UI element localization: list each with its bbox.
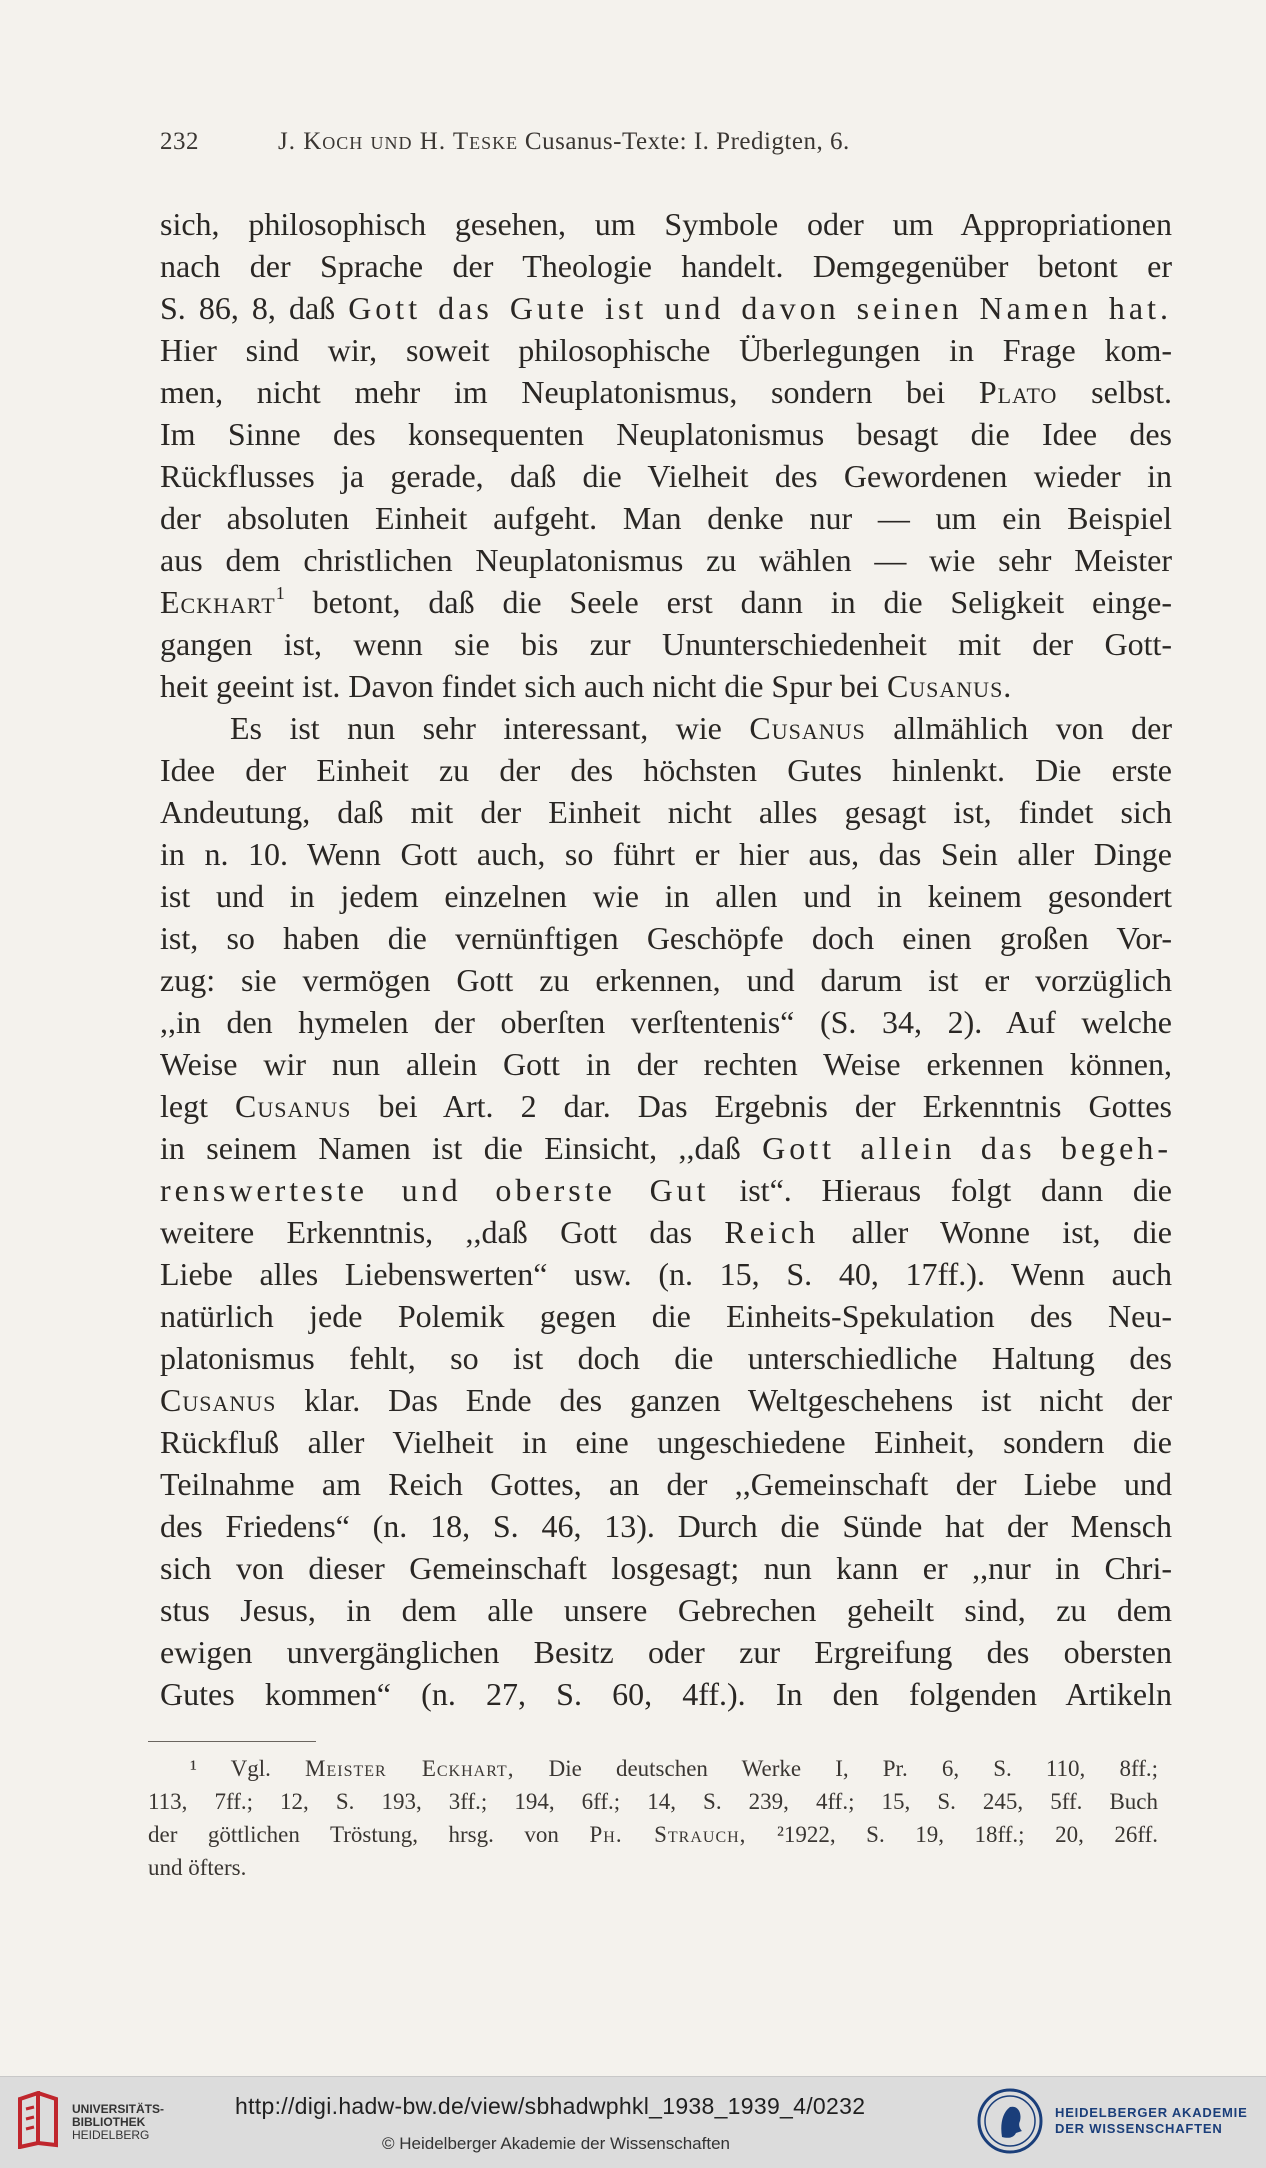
- text-line: ist und in jedem einzelnen wie in allen und in keinem gesondert: [160, 878, 1172, 914]
- text-line: Idee der Einheit zu der des höchsten Gutes hinlenkt. Die erste: [160, 752, 1172, 788]
- text-line: Andeutung, daß mit der Einheit nicht alles gesagt ist, findet sich: [160, 794, 1172, 830]
- academy-name-line: HEIDELBERGER AKADEMIE: [1055, 2105, 1248, 2120]
- text-span: betont, daß die Seele erst dann in die Seligkeit einge-: [312, 584, 1173, 620]
- text-span: S. 86, 8, daß: [160, 290, 336, 326]
- library-name: [72, 2103, 164, 2142]
- library-name-line: UNIVERSITÄTS-: [72, 2102, 165, 2116]
- text-line: [160, 1169, 1172, 1211]
- name-strauch: Ph. Strauch,: [589, 1822, 747, 1847]
- text-span: heit geeint ist. Davon findet sich auch nicht die Spur bei: [160, 668, 879, 704]
- emphasis-text: renswerteste und oberste Gut: [160, 1172, 710, 1208]
- text-line: stus Jesus, in dem alle unsere Gebrechen geheilt sind, zu dem: [160, 1592, 1172, 1628]
- text-span: in seinem Namen ist die Einsicht, ,,daß: [160, 1130, 741, 1166]
- footnote-line: [148, 1818, 1158, 1851]
- text-line: [160, 707, 1172, 749]
- running-head: [160, 128, 1040, 156]
- text-line: des Friedens“ (n. 18, S. 46, 13). Durch die Sünde hat der Mensch: [160, 1508, 1172, 1544]
- academy-name-line: DER WISSENSCHAFTEN: [1055, 2121, 1223, 2136]
- emphasis-text: Gott allein das begeh-: [762, 1130, 1173, 1166]
- name-cusanus: Cusanus: [749, 710, 866, 746]
- text-line: ewigen unvergänglichen Besitz oder zur Ergreifung des obersten: [160, 1634, 1172, 1670]
- header-title: Cusanus-Texte: I. Predigten, 6.: [524, 128, 850, 155]
- text-line: Rückflusses ja gerade, daß die Vielheit des Gewordenen wieder in: [160, 458, 1172, 494]
- footnotes: [148, 1752, 1158, 1884]
- text-line: nach der Sprache der Theologie handelt. Demgegenüber betont er: [160, 248, 1172, 284]
- text-span: ²1922, S. 19, 18ff.; 20, 26ff.: [776, 1822, 1159, 1847]
- text-line: gangen ist, wenn sie bis zur Ununterschiedenheit mit der Gott-: [160, 626, 1172, 662]
- text-line: der absoluten Einheit aufgeht. Man denke nur — um ein Beispiel: [160, 500, 1172, 536]
- library-logo-icon[interactable]: [14, 2091, 64, 2149]
- text-span: klar. Das Ende des ganzen Weltgeschehens ist nicht der: [304, 1382, 1172, 1418]
- permalink-url[interactable]: http://digi.hadw-bw.de/view/sbhadwphkl_1938_1939_4/0232: [235, 2093, 866, 2119]
- academy-name: [1055, 2105, 1248, 2137]
- library-city: HEIDELBERG: [72, 2128, 150, 2142]
- text-span: ¹ Vgl.: [190, 1756, 271, 1781]
- emphasis-text: Reich: [724, 1214, 820, 1250]
- text-span: legt: [160, 1088, 208, 1124]
- library-name-line: BIBLIOTHEK: [72, 2115, 146, 2129]
- name-eckhart: Eckhart: [160, 584, 276, 620]
- emphasis-text: Gott das Gute ist und davon seinen Namen hat.: [348, 290, 1172, 326]
- header-authors: J. Koch und H. Teske: [278, 128, 519, 155]
- footnote-line: [148, 1752, 1158, 1785]
- name-plato: Plato: [978, 374, 1058, 410]
- main-text: [160, 203, 1172, 1715]
- academy-seal-icon[interactable]: [976, 2085, 1044, 2157]
- text-line: sich, philosophisch gesehen, um Symbole oder um Appropriationen: [160, 206, 1172, 242]
- text-line: [160, 371, 1172, 413]
- text-span: Die deutschen Werke I, Pr. 6, S. 110, 8ff.;: [548, 1756, 1158, 1781]
- text-line: in n. 10. Wenn Gott auch, so führt er hier aus, das Sein aller Dinge: [160, 836, 1172, 872]
- viewer-footer-bar: [0, 2076, 1266, 2168]
- page-number: 232: [160, 128, 199, 155]
- text-line: aus dem christlichen Neuplatonismus zu wählen — wie sehr Meister: [160, 542, 1172, 578]
- text-line: [160, 1085, 1172, 1127]
- text-span: bei Art. 2 dar. Das Ergebnis der Erkenntnis Gottes: [378, 1088, 1173, 1124]
- text-line: sich von dieser Gemeinschaft losgesagt; nun kann er ,,nur in Chri-: [160, 1550, 1172, 1586]
- footnote-line: und öfters.: [148, 1855, 247, 1880]
- text-span: selbst.: [1091, 374, 1173, 410]
- text-line: Liebe alles Liebenswerten“ usw. (n. 15, S. 40, 17ff.). Wenn auch: [160, 1256, 1172, 1292]
- name-meister-eckhart: Meister Eckhart,: [305, 1756, 515, 1781]
- text-line: ist, so haben die vernünftigen Geschöpfe doch einen großen Vor-: [160, 920, 1172, 956]
- footnote-line: 113, 7ff.; 12, S. 193, 3ff.; 194, 6ff.; 14, S. 239, 4ff.; 15, S. 245, 5ff. Buch: [148, 1789, 1158, 1814]
- text-line: natürlich jede Polemik gegen die Einheits-Spekulation des Neu-: [160, 1298, 1172, 1334]
- text-span: weitere Erkenntnis, ,,daß Gott das: [160, 1214, 693, 1250]
- text-line: zug: sie vermögen Gott zu erkennen, und darum ist er vorzüglich: [160, 962, 1172, 998]
- text-line: Im Sinne des konsequenten Neuplatonismus besagt die Idee des: [160, 416, 1172, 452]
- text-span: ist“. Hieraus folgt dann die: [739, 1172, 1173, 1208]
- text-line: Weise wir nun allein Gott in der rechten Weise erkennen können,: [160, 1046, 1172, 1082]
- text-line: platonismus fehlt, so ist doch die unterschiedliche Haltung des: [160, 1340, 1172, 1376]
- text-line: [160, 1379, 1172, 1421]
- name-cusanus: Cusanus: [235, 1088, 352, 1124]
- text-span: allmählich von der: [893, 710, 1173, 746]
- text-span: men, nicht mehr im Neuplatonismus, sondern bei: [160, 374, 946, 410]
- text-line: Gutes kommen“ (n. 27, S. 60, 4ff.). In den folgenden Artikeln: [160, 1676, 1172, 1712]
- text-line: [160, 1211, 1172, 1253]
- text-line: Teilnahme am Reich Gottes, an der ,,Gemeinschaft der Liebe und: [160, 1466, 1172, 1502]
- footnote-divider: [148, 1741, 316, 1742]
- text-line: ,,in den hymelen der oberſten verſtentenis“ (S. 34, 2). Auf welche: [160, 1004, 1172, 1040]
- footnote-marker: 1: [275, 583, 285, 603]
- text-line: [160, 287, 1172, 329]
- text-span: Es ist nun sehr interessant, wie: [230, 710, 722, 746]
- text-line: Rückfluß aller Vielheit in eine ungeschiedene Einheit, sondern die: [160, 1424, 1172, 1460]
- name-cusanus: Cusanus.: [886, 668, 1013, 704]
- text-span: der göttlichen Tröstung, hrsg. von: [148, 1822, 559, 1847]
- text-line: [160, 1127, 1172, 1169]
- text-line: [160, 581, 1172, 623]
- text-span: aller Wonne ist, die: [851, 1214, 1172, 1250]
- text-line: Hier sind wir, soweit philosophische Überlegungen in Frage kom-: [160, 332, 1172, 368]
- copyright-notice: © Heidelberger Akademie der Wissenschaften: [382, 2134, 730, 2153]
- text-line: [160, 665, 1172, 707]
- name-cusanus: Cusanus: [160, 1382, 277, 1418]
